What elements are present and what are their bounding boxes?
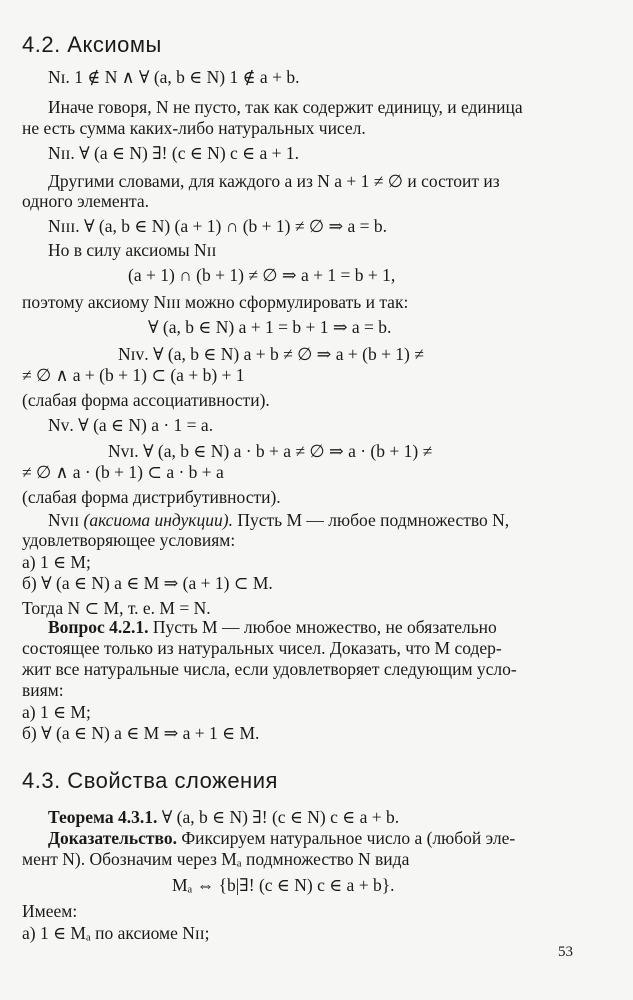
- paragraph-line: одного элемента.: [22, 191, 150, 211]
- theorem-line: [48, 806, 399, 828]
- paragraph-line: Иначе говоря, N не пусто, так как содержит единицу, и единица: [48, 97, 523, 117]
- section-title-4-3: 4.3. Свойства сложения: [22, 768, 278, 793]
- paragraph-line: Но в силу аксиомы Nɪɪ: [48, 240, 217, 260]
- paragraph-line: мент N). Обозначим через Mₐ подмножество N вида: [22, 849, 410, 869]
- paragraph-line: Другими словами, для каждого a из N a + 1 ≠ ∅ и состоит из: [48, 171, 500, 191]
- paragraph-line: удовлетворяющее условиям:: [22, 530, 236, 550]
- axiom-n2: Nɪɪ. ∀ (a ∈ N) ∃! (c ∈ N) c ∈ a + 1.: [48, 143, 300, 163]
- axiom-n7: [48, 509, 509, 531]
- axiom-n7-italic: (аксиома индукции).: [83, 510, 233, 530]
- section-title-4-2: 4.2. Аксиомы: [22, 32, 162, 57]
- axiom-n6: Nᴠɪ. ∀ (a, b ∈ N) a · b + a ≠ ∅ ⇒ a · (b + 1) ≠: [108, 441, 433, 461]
- formula: Mₐ ⇔ {b|∃! (c ∈ N) c ∈ a + b}.: [172, 875, 395, 895]
- paragraph-line: (слабая форма дистрибутивности).: [22, 487, 281, 507]
- proof-label: Доказательство.: [48, 828, 177, 848]
- paragraph-line: не есть сумма каких-либо натуральных чисел.: [22, 118, 366, 138]
- question-condition-b: б) ∀ (a ∈ N) a ∈ M ⇒ a + 1 ∈ M.: [22, 723, 260, 743]
- theorem-label: Теорема 4.3.1.: [48, 807, 158, 827]
- paragraph-line: а) 1 ∈ Mₐ по аксиоме Nɪɪ;: [22, 923, 210, 943]
- proof-text: Фиксируем натуральное число a (любой эле-: [181, 828, 516, 848]
- question-text: Пусть M — любое множество, не обязательно: [152, 617, 497, 637]
- question-label: Вопрос 4.2.1.: [48, 617, 149, 637]
- paragraph-line: (слабая форма ассоциативности).: [22, 390, 270, 410]
- axiom-n3: Nɪɪɪ. ∀ (a, b ∈ N) (a + 1) ∩ (b + 1) ≠ ∅ ⇒ a = b.: [48, 216, 388, 236]
- condition-a: а) 1 ∈ M;: [22, 552, 91, 572]
- paragraph-line: Имеем:: [22, 901, 78, 921]
- axiom-n7-rest: Пусть M — любое подмножество N,: [237, 510, 510, 530]
- paragraph-line: виям:: [22, 680, 64, 700]
- paragraph-line: Тогда N ⊂ M, т. е. M = N.: [22, 598, 211, 618]
- theorem-text: ∀ (a, b ∈ N) ∃! (c ∈ N) c ∈ a + b.: [161, 807, 400, 827]
- question-condition-a: а) 1 ∈ M;: [22, 702, 91, 722]
- axiom-n6-continued: ≠ ∅ ∧ a · (b + 1) ⊂ a · b + a: [22, 462, 224, 482]
- proof-line: [48, 827, 515, 849]
- formula: (a + 1) ∩ (b + 1) ≠ ∅ ⇒ a + 1 = b + 1,: [128, 265, 396, 285]
- axiom-n5: Nᴠ. ∀ (a ∈ N) a · 1 = a.: [48, 415, 214, 435]
- condition-b: б) ∀ (a ∈ N) a ∈ M ⇒ (a + 1) ⊂ M.: [22, 573, 273, 593]
- axiom-n7-label: Nᴠɪɪ: [48, 510, 80, 530]
- paragraph-line: поэтому аксиому Nɪɪɪ можно сформулировать и так:: [22, 292, 409, 312]
- question-line: [48, 616, 497, 638]
- paragraph-line: состоящее только из натуральных чисел. Доказать, что M содер-: [22, 638, 502, 658]
- paragraph-line: жит все натуральные числа, если удовлетворяет следующим усло-: [22, 659, 517, 679]
- formula: ∀ (a, b ∈ N) a + 1 = b + 1 ⇒ a = b.: [148, 317, 392, 337]
- page-number: 53: [558, 944, 573, 960]
- axiom-n1: Nɪ. 1 ∉ N ∧ ∀ (a, b ∈ N) 1 ∉ a + b.: [48, 67, 300, 87]
- axiom-n4: Nɪᴠ. ∀ (a, b ∈ N) a + b ≠ ∅ ⇒ a + (b + 1) ≠: [118, 344, 424, 364]
- axiom-n4-continued: ≠ ∅ ∧ a + (b + 1) ⊂ (a + b) + 1: [22, 365, 245, 385]
